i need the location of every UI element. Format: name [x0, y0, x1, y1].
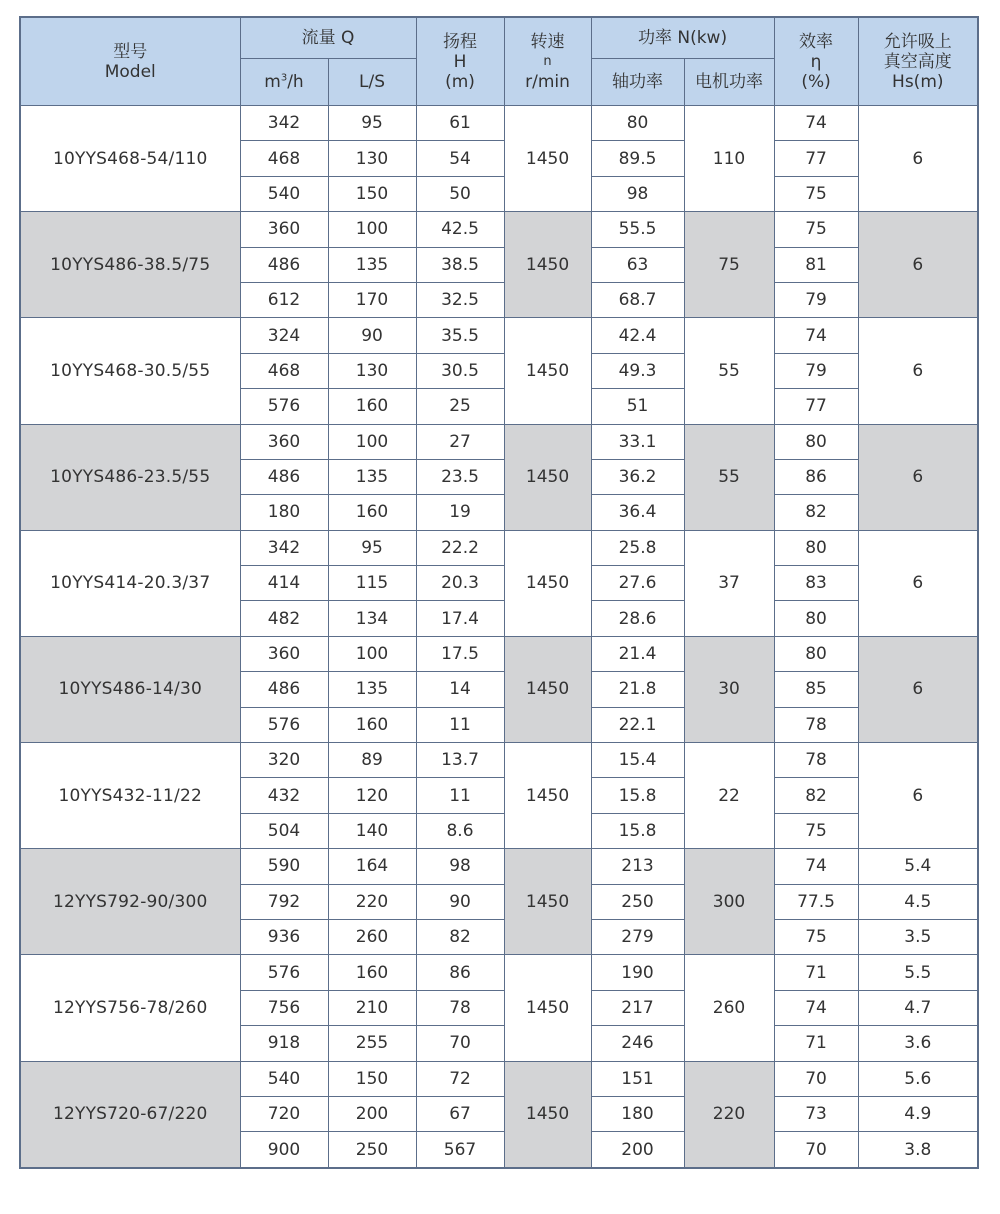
header-flow-m3h-tail: /h [287, 72, 304, 92]
shaft-power-cell: 68.7 [591, 282, 684, 317]
header-flow-ls: L/S [328, 59, 416, 106]
suction-height-cell: 6 [858, 636, 978, 742]
head-cell: 32.5 [416, 282, 504, 317]
flow-ls-cell: 160 [328, 495, 416, 530]
shaft-power-cell: 21.8 [591, 672, 684, 707]
head-cell: 19 [416, 495, 504, 530]
efficiency-cell: 75 [774, 813, 858, 848]
flow-ls-cell: 120 [328, 778, 416, 813]
flow-m3h-cell: 360 [240, 212, 328, 247]
table-row [20, 106, 978, 141]
flow-ls-cell: 100 [328, 424, 416, 459]
motor-power-cell: 22 [684, 743, 774, 849]
suction-height-cell: 5.4 [858, 849, 978, 884]
model-cell: 10YYS486-23.5/55 [20, 424, 240, 530]
flow-m3h-cell: 612 [240, 282, 328, 317]
header-motor-power: 电机功率 [684, 59, 774, 106]
shaft-power-cell: 98 [591, 176, 684, 211]
flow-ls-cell: 220 [328, 884, 416, 919]
efficiency-cell: 74 [774, 106, 858, 141]
flow-m3h-cell: 720 [240, 1096, 328, 1131]
efficiency-cell: 82 [774, 778, 858, 813]
flow-m3h-cell: 576 [240, 707, 328, 742]
flow-m3h-cell: 486 [240, 672, 328, 707]
suction-height-cell: 6 [858, 106, 978, 212]
efficiency-cell: 79 [774, 353, 858, 388]
shaft-power-cell: 63 [591, 247, 684, 282]
table-row [20, 955, 978, 990]
head-cell: 27 [416, 424, 504, 459]
table-row [20, 636, 978, 671]
head-cell: 50 [416, 176, 504, 211]
flow-ls-cell: 90 [328, 318, 416, 353]
head-cell: 22.2 [416, 530, 504, 565]
efficiency-cell: 71 [774, 955, 858, 990]
flow-m3h-cell: 576 [240, 389, 328, 424]
header-speed-sym: n [543, 53, 552, 69]
model-cell: 10YYS432-11/22 [20, 743, 240, 849]
flow-ls-cell: 150 [328, 1061, 416, 1096]
motor-power-cell: 260 [684, 955, 774, 1061]
shaft-power-cell: 15.8 [591, 778, 684, 813]
efficiency-cell: 75 [774, 176, 858, 211]
model-cell: 10YYS486-14/30 [20, 636, 240, 742]
head-cell: 42.5 [416, 212, 504, 247]
flow-ls-cell: 89 [328, 743, 416, 778]
suction-height-cell: 6 [858, 424, 978, 530]
head-cell: 17.5 [416, 636, 504, 671]
flow-m3h-cell: 360 [240, 424, 328, 459]
flow-m3h-cell: 180 [240, 495, 328, 530]
pump-spec-table [19, 16, 979, 1169]
efficiency-cell: 79 [774, 282, 858, 317]
efficiency-cell: 75 [774, 919, 858, 954]
model-cell: 10YYS468-30.5/55 [20, 318, 240, 424]
model-cell: 10YYS486-38.5/75 [20, 212, 240, 318]
speed-cell: 1450 [504, 743, 591, 849]
motor-power-cell: 30 [684, 636, 774, 742]
flow-m3h-cell: 792 [240, 884, 328, 919]
shaft-power-cell: 213 [591, 849, 684, 884]
shaft-power-cell: 250 [591, 884, 684, 919]
table-row [20, 424, 978, 459]
efficiency-cell: 85 [774, 672, 858, 707]
efficiency-cell: 74 [774, 849, 858, 884]
header-flow-m3h [240, 59, 328, 106]
head-cell: 8.6 [416, 813, 504, 848]
speed-cell: 1450 [504, 1061, 591, 1168]
header-hs-line2: 真空高度 [883, 51, 952, 72]
model-cell: 10YYS468-54/110 [20, 106, 240, 212]
efficiency-cell: 74 [774, 318, 858, 353]
head-cell: 567 [416, 1132, 504, 1168]
head-cell: 14 [416, 672, 504, 707]
shaft-power-cell: 42.4 [591, 318, 684, 353]
motor-power-cell: 55 [684, 318, 774, 424]
shaft-power-cell: 246 [591, 1026, 684, 1061]
flow-ls-cell: 160 [328, 955, 416, 990]
head-cell: 67 [416, 1096, 504, 1131]
flow-m3h-cell: 590 [240, 849, 328, 884]
header-eff-sym: η [810, 51, 822, 72]
head-cell: 61 [416, 106, 504, 141]
header-flow-m3h-sup: 3 [280, 72, 288, 84]
flow-m3h-cell: 540 [240, 1061, 328, 1096]
motor-power-cell: 55 [684, 424, 774, 530]
shaft-power-cell: 151 [591, 1061, 684, 1096]
flow-m3h-cell: 342 [240, 530, 328, 565]
table-row [20, 318, 978, 353]
header-model [20, 17, 240, 106]
flow-ls-cell: 200 [328, 1096, 416, 1131]
flow-ls-cell: 160 [328, 707, 416, 742]
flow-ls-cell: 250 [328, 1132, 416, 1168]
suction-height-cell: 4.7 [858, 990, 978, 1025]
flow-m3h-cell: 468 [240, 141, 328, 176]
efficiency-cell: 70 [774, 1132, 858, 1168]
header-model-cn: 型号 [113, 41, 148, 62]
table-row [20, 1061, 978, 1096]
flow-ls-cell: 255 [328, 1026, 416, 1061]
shaft-power-cell: 51 [591, 389, 684, 424]
flow-m3h-cell: 576 [240, 955, 328, 990]
shaft-power-cell: 55.5 [591, 212, 684, 247]
flow-m3h-cell: 936 [240, 919, 328, 954]
flow-ls-cell: 260 [328, 919, 416, 954]
model-cell: 12YYS792-90/300 [20, 849, 240, 955]
efficiency-cell: 78 [774, 707, 858, 742]
flow-m3h-cell: 918 [240, 1026, 328, 1061]
flow-ls-cell: 130 [328, 353, 416, 388]
shaft-power-cell: 22.1 [591, 707, 684, 742]
head-cell: 35.5 [416, 318, 504, 353]
head-cell: 23.5 [416, 459, 504, 494]
head-cell: 38.5 [416, 247, 504, 282]
motor-power-cell: 220 [684, 1061, 774, 1168]
suction-height-cell: 6 [858, 212, 978, 318]
efficiency-cell: 77 [774, 141, 858, 176]
shaft-power-cell: 21.4 [591, 636, 684, 671]
flow-m3h-cell: 900 [240, 1132, 328, 1168]
shaft-power-cell: 36.2 [591, 459, 684, 494]
speed-cell: 1450 [504, 849, 591, 955]
header-shaft-power: 轴功率 [591, 59, 684, 106]
suction-height-cell: 3.8 [858, 1132, 978, 1168]
efficiency-cell: 77 [774, 389, 858, 424]
head-cell: 17.4 [416, 601, 504, 636]
shaft-power-cell: 15.4 [591, 743, 684, 778]
header-hs-line1: 允许吸上 [883, 31, 952, 52]
table-row [20, 212, 978, 247]
flow-ls-cell: 140 [328, 813, 416, 848]
efficiency-cell: 81 [774, 247, 858, 282]
efficiency-cell: 80 [774, 636, 858, 671]
model-cell: 12YYS756-78/260 [20, 955, 240, 1061]
flow-m3h-cell: 486 [240, 459, 328, 494]
flow-m3h-cell: 486 [240, 247, 328, 282]
shaft-power-cell: 80 [591, 106, 684, 141]
flow-m3h-cell: 414 [240, 566, 328, 601]
suction-height-cell: 6 [858, 318, 978, 424]
speed-cell: 1450 [504, 106, 591, 212]
head-cell: 20.3 [416, 566, 504, 601]
header-speed-cn: 转速 [530, 31, 565, 52]
model-cell: 10YYS414-20.3/37 [20, 530, 240, 636]
head-cell: 78 [416, 990, 504, 1025]
flow-m3h-cell: 342 [240, 106, 328, 141]
header-suction-height [858, 17, 978, 106]
header-head-sym: H [453, 51, 467, 72]
header-flow-m3h-base: m [264, 72, 281, 92]
efficiency-cell: 75 [774, 212, 858, 247]
header-speed-unit: r/min [525, 71, 570, 92]
flow-ls-cell: 160 [328, 389, 416, 424]
suction-height-cell: 3.5 [858, 919, 978, 954]
efficiency-cell: 70 [774, 1061, 858, 1096]
table-body [20, 106, 978, 1168]
flow-ls-cell: 134 [328, 601, 416, 636]
motor-power-cell: 37 [684, 530, 774, 636]
speed-cell: 1450 [504, 530, 591, 636]
flow-m3h-cell: 324 [240, 318, 328, 353]
speed-cell: 1450 [504, 424, 591, 530]
table-row [20, 743, 978, 778]
flow-ls-cell: 135 [328, 672, 416, 707]
head-cell: 30.5 [416, 353, 504, 388]
motor-power-cell: 75 [684, 212, 774, 318]
flow-ls-cell: 95 [328, 106, 416, 141]
shaft-power-cell: 27.6 [591, 566, 684, 601]
header-eff-cn: 效率 [799, 31, 834, 52]
flow-m3h-cell: 504 [240, 813, 328, 848]
flow-ls-cell: 164 [328, 849, 416, 884]
suction-height-cell: 6 [858, 743, 978, 849]
head-cell: 25 [416, 389, 504, 424]
efficiency-cell: 71 [774, 1026, 858, 1061]
shaft-power-cell: 49.3 [591, 353, 684, 388]
model-cell: 12YYS720-67/220 [20, 1061, 240, 1168]
head-cell: 11 [416, 707, 504, 742]
flow-ls-cell: 100 [328, 212, 416, 247]
motor-power-cell: 300 [684, 849, 774, 955]
shaft-power-cell: 180 [591, 1096, 684, 1131]
head-cell: 98 [416, 849, 504, 884]
flow-m3h-cell: 468 [240, 353, 328, 388]
head-cell: 54 [416, 141, 504, 176]
flow-ls-cell: 115 [328, 566, 416, 601]
head-cell: 11 [416, 778, 504, 813]
shaft-power-cell: 28.6 [591, 601, 684, 636]
motor-power-cell: 110 [684, 106, 774, 212]
head-cell: 72 [416, 1061, 504, 1096]
table-row [20, 530, 978, 565]
flow-ls-cell: 210 [328, 990, 416, 1025]
shaft-power-cell: 25.8 [591, 530, 684, 565]
efficiency-cell: 80 [774, 424, 858, 459]
flow-ls-cell: 170 [328, 282, 416, 317]
flow-ls-cell: 95 [328, 530, 416, 565]
shaft-power-cell: 36.4 [591, 495, 684, 530]
efficiency-cell: 80 [774, 601, 858, 636]
efficiency-cell: 83 [774, 566, 858, 601]
header-power: 功率 N(kw) [591, 17, 774, 59]
shaft-power-cell: 217 [591, 990, 684, 1025]
efficiency-cell: 77.5 [774, 884, 858, 919]
head-cell: 90 [416, 884, 504, 919]
suction-height-cell: 4.9 [858, 1096, 978, 1131]
flow-ls-cell: 100 [328, 636, 416, 671]
header-head [416, 17, 504, 106]
suction-height-cell: 3.6 [858, 1026, 978, 1061]
shaft-power-cell: 279 [591, 919, 684, 954]
header-efficiency [774, 17, 858, 106]
shaft-power-cell: 190 [591, 955, 684, 990]
shaft-power-cell: 89.5 [591, 141, 684, 176]
flow-ls-cell: 135 [328, 247, 416, 282]
spec-table-container [19, 16, 979, 1169]
head-cell: 86 [416, 955, 504, 990]
flow-ls-cell: 150 [328, 176, 416, 211]
header-flow: 流量 Q [240, 17, 416, 59]
shaft-power-cell: 200 [591, 1132, 684, 1168]
flow-m3h-cell: 482 [240, 601, 328, 636]
speed-cell: 1450 [504, 636, 591, 742]
efficiency-cell: 82 [774, 495, 858, 530]
efficiency-cell: 74 [774, 990, 858, 1025]
suction-height-cell: 5.6 [858, 1061, 978, 1096]
suction-height-cell: 5.5 [858, 955, 978, 990]
suction-height-cell: 6 [858, 530, 978, 636]
flow-m3h-cell: 432 [240, 778, 328, 813]
efficiency-cell: 78 [774, 743, 858, 778]
speed-cell: 1450 [504, 318, 591, 424]
flow-m3h-cell: 360 [240, 636, 328, 671]
efficiency-cell: 80 [774, 530, 858, 565]
table-header [20, 17, 978, 106]
shaft-power-cell: 33.1 [591, 424, 684, 459]
header-eff-unit: (%) [801, 71, 831, 92]
shaft-power-cell: 15.8 [591, 813, 684, 848]
efficiency-cell: 86 [774, 459, 858, 494]
suction-height-cell: 4.5 [858, 884, 978, 919]
header-hs-line3: Hs(m) [892, 71, 944, 92]
flow-ls-cell: 130 [328, 141, 416, 176]
flow-m3h-cell: 540 [240, 176, 328, 211]
head-cell: 70 [416, 1026, 504, 1061]
speed-cell: 1450 [504, 212, 591, 318]
header-speed [504, 17, 591, 106]
speed-cell: 1450 [504, 955, 591, 1061]
head-cell: 13.7 [416, 743, 504, 778]
header-head-unit: (m) [445, 71, 475, 92]
head-cell: 82 [416, 919, 504, 954]
table-row [20, 849, 978, 884]
flow-m3h-cell: 320 [240, 743, 328, 778]
header-model-en: Model [104, 61, 156, 82]
header-head-cn: 扬程 [443, 31, 478, 52]
flow-m3h-cell: 756 [240, 990, 328, 1025]
efficiency-cell: 73 [774, 1096, 858, 1131]
flow-ls-cell: 135 [328, 459, 416, 494]
